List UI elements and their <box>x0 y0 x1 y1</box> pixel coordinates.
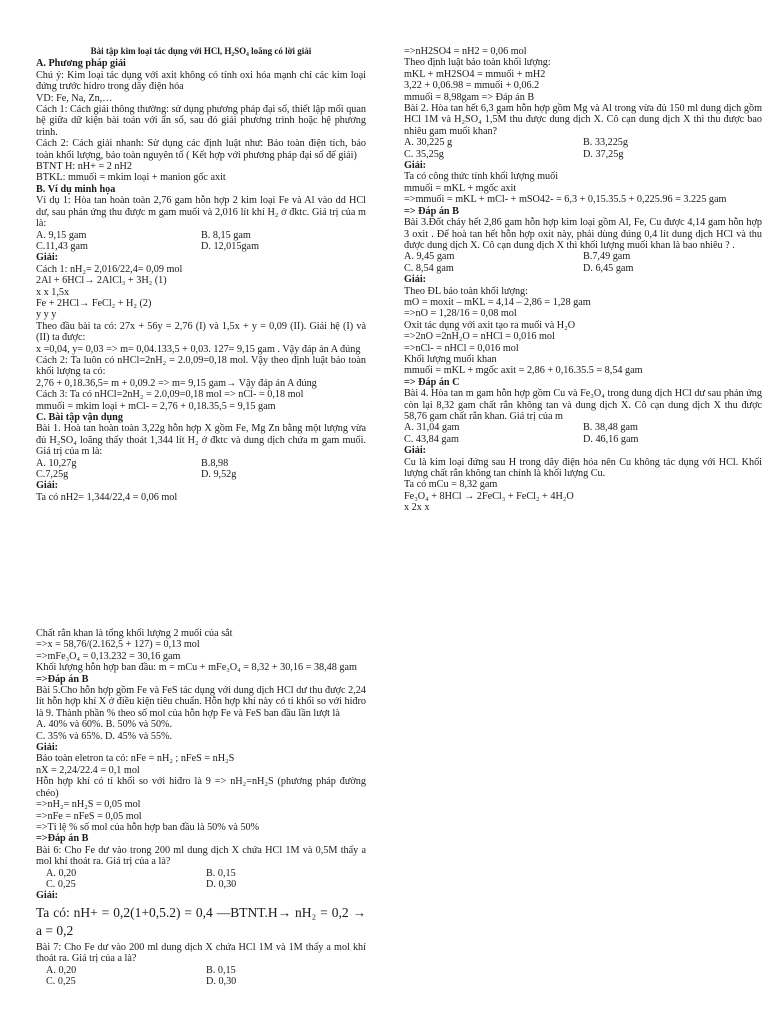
text-line: =>nFe = nFeS = 0,05 mol <box>36 810 142 822</box>
section-heading: Giải: <box>404 445 427 457</box>
text-line: nX = 2,24/22.4 = 0,1 mol <box>36 764 140 776</box>
text-line: Ta có nH2= 1,344/22,4 = 0,06 mol <box>36 491 178 503</box>
answer-option: A. 31,04 gam <box>404 422 460 434</box>
text-line: Cu là kim loại đứng sau H trong dãy điện hóa nên Cu không tác dụng với HCl. Khối lượng chất rắn không tan chính là khối lượng Cu. <box>404 456 762 480</box>
text-line: Ví dụ 1: Hòa tan hoàn toàn 2,76 gam hỗn hợp 2 kim loại Fe và Al vào dd HCl dư, sau phản ứng thu được m gam muối và 2,016 lít khí H₂ ở đktc. Giá trị của m là: <box>36 195 366 230</box>
answer-options <box>36 965 366 988</box>
text-line: =>nH₂= nH₂S = 0,05 mol <box>36 799 141 811</box>
answer-option: D. 0,30 <box>206 975 237 987</box>
answer-option: A. 30,225 g <box>404 137 453 149</box>
answer-options <box>36 458 366 481</box>
text-line: Bài 7: Cho Fe dư vào 200 ml dung dịch X chứa HCl 1M và 1M thấy a mol khí thoát ra. Giá trị của a là? <box>36 941 366 965</box>
text-line: Bài 2. Hòa tan hết 6,3 gam hỗn hợp gồm Mg và Al trong vừa đủ 150 ml dung dịch gồm HCl 1M và H₂SO₄ 1,5M thu được dung dịch X. Cô cạn dung dịch X thì thu được bao nhiêu gam muối khan? <box>404 103 762 137</box>
text-line: A. 40% và 60%. B. 50% và 50%. <box>36 719 173 731</box>
text-line: =>2nO =2nH₂O = nHCl = 0,016 mol <box>404 331 555 343</box>
section-heading: Giải: <box>36 890 59 902</box>
answer-option: A. 9,45 gam <box>404 251 455 263</box>
section-heading: Giải: <box>36 480 59 492</box>
text-line: =>nO = 1,28/16 = 0,08 mol <box>404 308 517 320</box>
answer-options <box>36 230 366 253</box>
answer-option: D. 46,16 gam <box>583 433 639 445</box>
text-line: C. 35% và 65%. D. 45% và 55%. <box>36 730 173 742</box>
answer-option: D. 9,52g <box>201 469 237 481</box>
left-column <box>36 46 366 503</box>
text-line: 3,22 + 0,06.98 = mmuối + 0,06.2 <box>404 80 540 92</box>
section-heading: => Đáp án B <box>404 205 459 217</box>
answer-option: B. 33,225g <box>583 137 628 149</box>
text-line: Bảo toàn eletron ta có: nFe = nH₂ ; nFeS = nH₂S <box>36 753 235 765</box>
text-line: Cách 2: Ta luôn có nHCl=2nH₂ = 2.0,09=0,18 mol. Vậy theo định luật bảo toàn khối lượng ta có: <box>36 354 366 378</box>
answer-options <box>404 251 762 274</box>
answer-option: B.8,98 <box>201 457 229 469</box>
section-heading: =>Đáp án B <box>36 673 89 685</box>
text-line: Bài 1. Hoà tan hoàn toàn 3,22g hỗn hợp X gồm Fe, Mg Zn bằng một lượng vừa đủ H₂SO₄ loãng thấy thoát 1,344 lít H₂ ở đktc và dung dịch chứa m gam muối. Giá trị của m là: <box>36 423 366 458</box>
text-line: =>nCl- = nHCl = 0,016 mol <box>404 342 519 354</box>
answer-option: B. 0,15 <box>206 867 236 879</box>
section-heading: Giải: <box>404 160 427 172</box>
text-line: mO = moxit – mKL = 4,14 – 2,86 = 1,28 gam <box>404 296 591 308</box>
answer-option: D. 37,25g <box>583 148 624 160</box>
text-line: Ta có công thức tính khối lượng muối <box>404 171 559 183</box>
section-heading: C. Bài tập vận dụng <box>36 412 123 423</box>
text-line: x x 1,5x <box>36 286 70 298</box>
text-line: Cách 2: Cách giải nhanh: Sử dụng các định luật như: Bảo toàn điện tích, bảo toàn khối lượng, bảo toàn nguyên tố ( Kết hợp với phương pháp đại số để giải) <box>36 138 366 161</box>
text-line: mmuối = mKL + mgốc axit <box>404 182 517 194</box>
text-line: Cách 1: nH₂= 2,016/22,4= 0,09 mol <box>36 263 183 275</box>
section-heading: => Đáp án C <box>404 376 460 388</box>
text-line: mmuối = mkim loại + mCl- = 2,76 + 0,18.35,5 = 9,15 gam <box>36 400 276 412</box>
section-heading: Giải: <box>36 742 59 754</box>
text-line: Chú ý: Kim loại tác dụng với axit không có tính oxi hóa mạnh chỉ các kim loại đứng trước hidro trong dãy điện hóa <box>36 69 366 93</box>
text-line: =>mFe₃O₄ = 0,13.232 = 30,16 gam <box>36 650 181 662</box>
text-line: x 2x x <box>404 502 430 514</box>
answer-options <box>404 422 762 445</box>
text-line: Oxit tác dụng với axit tạo ra muối và H₂O <box>404 319 576 331</box>
answer-options <box>36 868 366 891</box>
text-line: BTKL: mmuối = mkim loại + manion gốc axit <box>36 172 226 184</box>
text-line: Theo ĐL bảo toàn khối lượng: <box>404 285 528 297</box>
text-line: 2,76 + 0,18.36,5= m + 0,09.2 => m= 9,15 gam→ Vậy đáp án A đúng <box>36 377 317 389</box>
section-heading: Giải: <box>404 274 427 286</box>
text-line: mKL + mH2SO4 = mmuối + mH2 <box>404 68 546 80</box>
text-line: Hỗn hợp khí có tỉ khối so với hiđro là 9 => nH₂=nH₂S (phương pháp đường chéo) <box>36 776 366 799</box>
text-line: Bài 5.Cho hỗn hợp gồm Fe và FeS tác dụng với dung dịch HCl dư thu được 2,24 lít hỗn hợp khí X ở điều kiện tiêu chuẩn. Hỗn hợp khí này có tỉ khối so với hiđro là 9. Thành phần % theo số mol của hỗn hợp Fe và FeS ban đầu lần lượt là <box>36 685 366 719</box>
text-line: Theo định luật bảo toàn khối lượng: <box>404 57 551 69</box>
text-line: Khối lượng hỗn hợp ban đầu: m = mCu + mFe₃O₄ = 8,32 + 30,16 = 38,48 gam <box>36 662 357 674</box>
text-line: mmuối = mKL + mgốc axit = 2,86 + 0,16.35.5 = 8,54 gam <box>404 365 643 377</box>
answer-option: B.7,49 gam <box>583 251 631 263</box>
answer-option: A. 0,20 <box>46 964 77 976</box>
text-line: Bài 3.Đốt cháy hết 2,86 gam hỗn hợp kim loại gồm Al, Fe, Cu được 4,14 gam hỗn hợp 3 oxit . Để hoà tan hết hỗn hợp oxit này, phải dùng đúng 0,4 lít dung dịch HCl và thu được dung dịch X. Cô cạn dung dịch X thì khối lượng muối khan là bao nhiêu ? . <box>404 217 762 251</box>
text-line: =>Tỉ lệ % số mol của hỗn hợp ban đầu là 50% và 50% <box>36 821 260 833</box>
text-line: VD: Fe, Na, Zn,… <box>36 92 113 104</box>
section-heading: A. Phương pháp giải <box>36 58 126 70</box>
answer-option: C. 8,54 gam <box>404 262 454 274</box>
answer-option: A. 9,15 gam <box>36 229 87 241</box>
answer-option: B. 38,48 gam <box>583 422 638 434</box>
section-heading: B. Ví dụ minh họa <box>36 183 116 195</box>
answer-option: C. 43,84 gam <box>404 433 459 445</box>
text-line: Fe₃O₄ + 8HCl → 2FeCl₃ + FeCl₂ + 4H₂O <box>404 490 574 502</box>
answer-option: B. 0,15 <box>206 964 236 976</box>
text-line: Cách 1: Cách giải thông thường: sử dụng phương pháp đại số, thiết lập mối quan hệ giữa dữ kiện bài toán với ẩn số, sau đó giải phương trình hoặc hệ phương trình. <box>36 104 366 138</box>
answer-option: C. 0,25 <box>46 878 76 890</box>
text-line: Bài 6: Cho Fe dư vào trong 200 ml dung dịch X chứa HCl 1M và 0,5M thấy a mol khí thoát ra. Giá trị của a là? <box>36 844 366 868</box>
page-title: Bài tập kim loại tác dụng với HCl, H₂SO₄ loãng có lời giải <box>90 46 312 56</box>
answer-option: C.7,25g <box>36 469 69 481</box>
text-line: =>nH2SO4 = nH2 = 0,06 mol <box>404 46 527 57</box>
text-line: x =0,04, y= 0,03 => m= 0,04.133,5 + 0,03. 127= 9,15 gam . Vậy đáp án A đúng <box>36 343 361 355</box>
text-line: Bài 4. Hòa tan m gam hỗn hợp gồm Cu và Fe₃O₄ trong dung dịch HCl dư sau phản ứng còn lại 8,32 gam chất rắn không tan và dung dịch X. Cô cạn dung dịch X thu được 58,76 gam chất rắn khan. Giá trị của m <box>404 388 762 422</box>
section-heading: Giải: <box>36 252 59 264</box>
lower-left-column <box>36 628 366 987</box>
text-line: =>x = 58,76/(2.162,5 + 127) = 0,13 mol <box>36 639 200 651</box>
section-heading: =>Đáp án B <box>36 833 89 845</box>
answer-option: B. 8,15 gam <box>201 229 251 241</box>
text-line: =>mmuối = mKL + mCl- + mSO42- = 6,3 + 0,15.35.5 + 0,225.96 = 3.225 gam <box>404 194 727 206</box>
answer-option: C.11,43 gam <box>36 240 88 252</box>
text-line: Khối lượng muối khan <box>404 353 497 365</box>
answer-option: D. 12,015gam <box>201 240 260 252</box>
answer-option: C. 0,25 <box>46 975 76 987</box>
text-line: BTNT H: nH+ = 2 nH2 <box>36 161 132 173</box>
answer-option: A. 0,20 <box>46 867 77 879</box>
text-line: Chất rắn khan là tổng khối lượng 2 muối của sắt <box>36 628 233 639</box>
text-line: Ta có mCu = 8,32 gam <box>404 479 498 491</box>
answer-options <box>404 137 762 160</box>
answer-option: D. 0,30 <box>206 878 237 890</box>
text-line: 2Al + 6HCl→ 2AlCl₃ + 3H₂ (1) <box>36 275 167 287</box>
answer-option: A. 10,27g <box>36 457 77 469</box>
answer-option: D. 6,45 gam <box>583 262 634 274</box>
text-line: Cách 3: Ta có nHCl=2nH₂ = 2.0,09=0,18 mol => nCl- = 0,18 mol <box>36 389 304 401</box>
text-line: Theo đầu bài ta có: 27x + 56y = 2,76 (I) và 1,5x + y = 0,09 (II). Giải hệ (I) và (II) ta được: <box>36 320 366 344</box>
right-column <box>404 46 762 514</box>
text-line: Ta có: nH+ = 0,2(1+0,5.2) = 0,4 —BTNT.H→ nH₂ = 0,2 → a = 0,2 <box>36 904 366 938</box>
text-line: Fe + 2HCl→ FeCl₂ + H₂ (2) <box>36 297 152 309</box>
answer-option: C. 35,25g <box>404 148 444 160</box>
text-line: y y y <box>36 309 57 321</box>
text-line: mmuối = 8,98gam => Đáp án B <box>404 91 535 103</box>
